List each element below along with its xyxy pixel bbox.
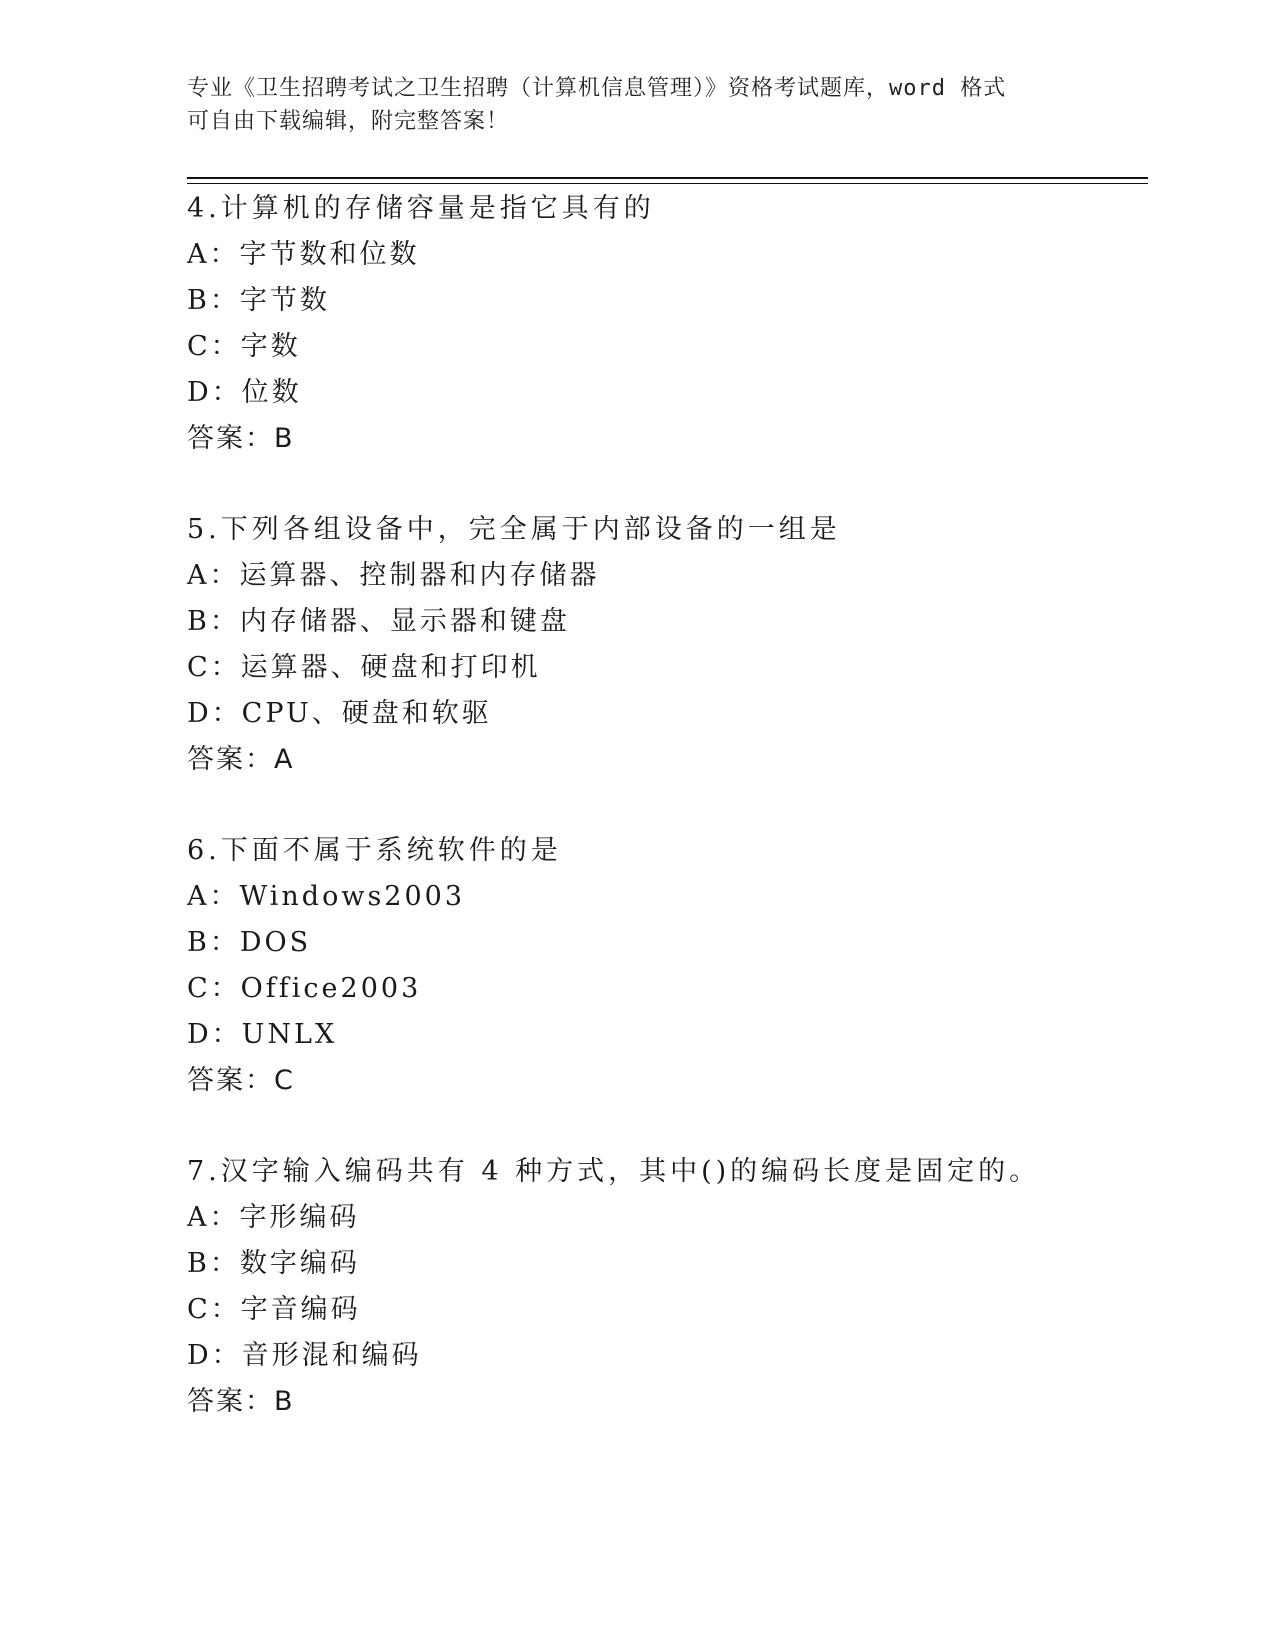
option-key: A： [187,239,240,270]
option-text: DOS [239,927,312,958]
option-key: D： [187,1019,242,1050]
option-key: B： [187,606,240,637]
option-b [187,278,1147,324]
document-header [187,72,1087,138]
option-text: Office2003 [240,973,422,1004]
option-key: D： [187,698,242,729]
option-text: 音形混和编码 [241,1340,422,1371]
option-a [187,1195,1147,1241]
option-text: Windows2003 [239,881,466,912]
option-text: 运算器、硬盘和打印机 [240,652,541,683]
answer-line: 答案：C [187,1065,295,1096]
question-title: 5.下列各组设备中，完全属于内部设备的一组是 [187,514,841,545]
answer-line: 答案：B [187,1386,295,1417]
answer-line: 答案：A [187,744,295,775]
option-d [187,691,1147,737]
option-text: 字节数 [239,285,330,316]
option-b [187,1241,1147,1287]
option-text: UNLX [241,1019,338,1050]
answer-line: 答案：B [187,423,295,454]
option-key: A： [187,881,240,912]
question-block [187,507,1147,783]
option-text: 字音编码 [240,1294,361,1325]
option-b [187,599,1147,645]
question-block [187,1149,1147,1425]
option-key: A： [187,1202,240,1233]
option-key: B： [187,1248,240,1279]
option-text: 字数 [240,331,301,362]
option-c [187,324,1147,370]
option-key: C： [187,652,241,683]
option-text: 字节数和位数 [239,239,420,270]
option-c [187,1287,1147,1333]
header-line-1: 专业《卫生招聘考试之卫生招聘（计算机信息管理）》资格考试题库，word 格式 [187,76,1007,101]
header-divider-thin [187,183,1148,184]
question-title: 7.汉字输入编码共有 4 种方式，其中()的编码长度是固定的。 [187,1156,1041,1187]
question-title: 6.下面不属于系统软件的是 [187,835,562,866]
header-divider-thick [187,177,1148,179]
header-line-2: 可自由下载编辑，附完整答案！ [187,109,510,134]
option-key: B： [187,285,240,316]
question-title: 4.计算机的存储容量是指它具有的 [187,193,655,224]
option-key: D： [187,377,242,408]
option-key: C： [187,973,241,1004]
option-text: 位数 [241,377,302,408]
option-text: CPU、硬盘和软驱 [241,698,492,729]
question-block [187,186,1147,462]
option-key: D： [187,1340,242,1371]
option-key: C： [187,331,241,362]
option-text: 数字编码 [239,1248,360,1279]
option-b [187,920,1147,966]
question-block [187,828,1147,1104]
option-key: B： [187,927,240,958]
option-text: 字形编码 [239,1202,360,1233]
option-a [187,874,1147,920]
option-d [187,370,1147,416]
option-c [187,966,1147,1012]
option-c [187,645,1147,691]
option-d [187,1333,1147,1379]
option-d [187,1012,1147,1058]
option-key: A： [187,560,240,591]
option-key: C： [187,1294,241,1325]
option-text: 内存储器、显示器和键盘 [239,606,570,637]
option-a [187,553,1147,599]
option-a [187,232,1147,278]
option-text: 运算器、控制器和内存储器 [239,560,600,591]
